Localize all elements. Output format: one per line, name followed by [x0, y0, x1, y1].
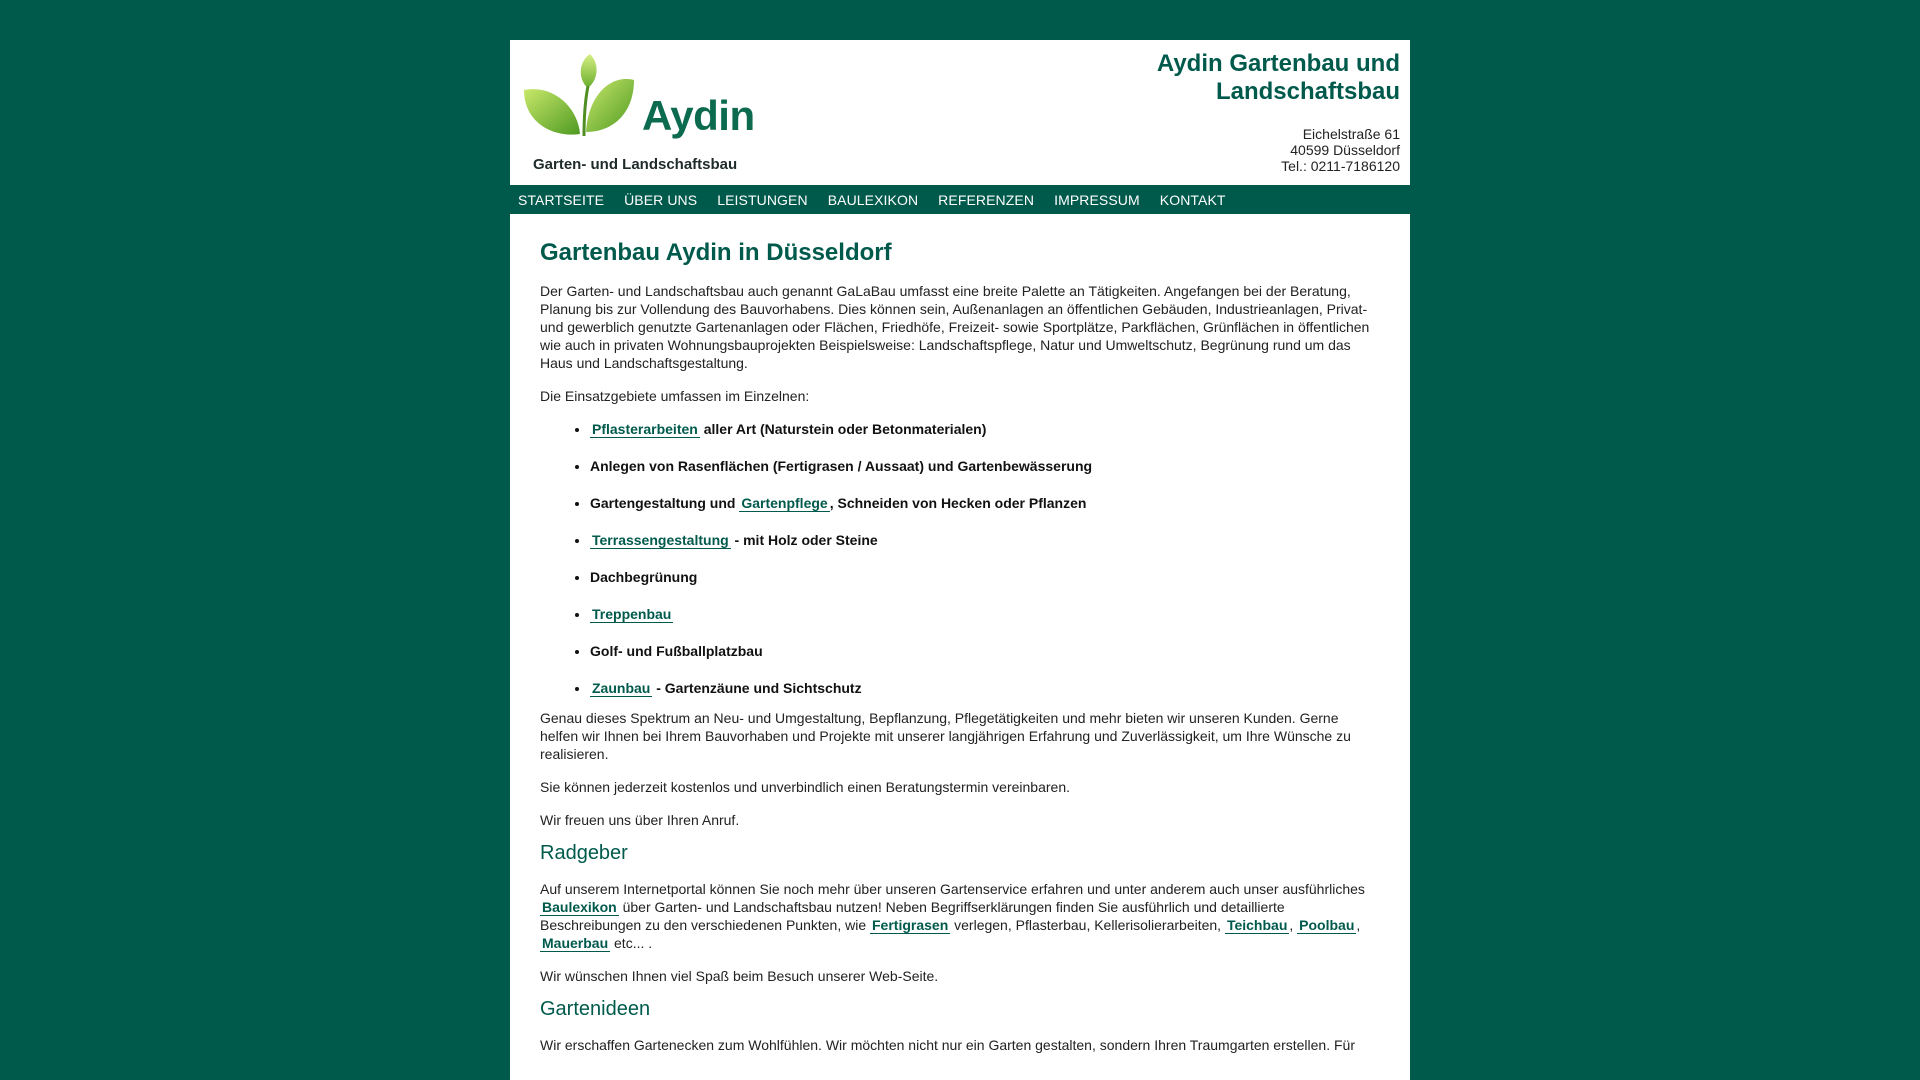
gartenideen-heading: Gartenideen: [540, 998, 651, 1020]
main-content: [510, 214, 1410, 1054]
logo[interactable]: [522, 52, 762, 172]
call-paragraph: Wir freuen uns über Ihren Anruf.: [540, 812, 740, 828]
radgeber-text: über Garten- und Landschaftsbau nutzen! Neben Begriffserklärungen finden Sie ausführlich und detaillierte Beschreibungen zu den verschiedenen Punkten, wie: [540, 899, 1285, 933]
address-city: 40599 Düsseldorf: [1290, 142, 1400, 158]
list-item: [590, 420, 1380, 438]
nav-impressum[interactable]: IMPRESSUM: [1054, 191, 1140, 208]
link-baulexikon[interactable]: Baulexikon: [542, 899, 617, 915]
list-item-text: - mit Holz oder Steine: [730, 532, 878, 548]
intro-paragraph: Der Garten- und Landschaftsbau auch genannt GaLaBau umfasst eine breite Palette an Tätigkeiten. Angefangen bei der Beratung, Planung bis zur Vollendung des Bauvorhabens. Dies können sein, Außenanlagen an öffentlichen Gebäuden, Industrieanlagen, Privat- und gewerblich genutzte Gartenanlagen oder Flächen, Friedhöfe, Freizeit- sowie Sportplätze, Parkflächen, Grünflächen in öffentlichen wie auch in privaten Wohnungsbauprojekten Beispielsweise: Landschaftspflege, Natur und Umweltschutz, Begrünung rund um das Haus und Landschaftsgestaltung.: [540, 283, 1370, 371]
page-title: Gartenbau Aydin in Düsseldorf: [540, 239, 892, 266]
list-item: [590, 605, 1380, 623]
radgeber-paragraph: [540, 880, 1380, 952]
list-item-text: Anlegen von Rasenflächen (Fertigrasen / Aussaat) und Gartenbewässerung: [590, 458, 1093, 474]
list-item-text: Dachbegrünung: [590, 569, 698, 585]
list-item-text: aller Art (Naturstein oder Betonmaterialen): [699, 421, 987, 437]
list-item: [590, 494, 1380, 512]
company-address: [1157, 126, 1400, 174]
main-nav: [510, 185, 1410, 214]
link-poolbau[interactable]: Poolbau: [1299, 917, 1355, 933]
nav-ueber-uns[interactable]: ÜBER UNS: [624, 191, 698, 208]
list-item-text: , Schneiden von Hecken oder Pflanzen: [829, 495, 1087, 511]
link-fertigrasen[interactable]: Fertigrasen: [872, 917, 949, 933]
link-terrassengestaltung[interactable]: Terrassengestaltung: [592, 532, 729, 548]
list-item: [590, 531, 1380, 549]
list-item: [590, 642, 1380, 660]
separator: ,: [1356, 917, 1361, 933]
company-info: [1157, 50, 1400, 174]
radgeber-heading: Radgeber: [540, 842, 628, 864]
wish-paragraph: Wir wünschen Ihnen viel Spaß beim Besuch unserer Web-Seite.: [540, 968, 939, 984]
list-item-text: Golf- und Fußballplatzbau: [590, 643, 763, 659]
link-zaunbau[interactable]: Zaunbau: [592, 680, 651, 696]
radgeber-text: Auf unserem Internetportal können Sie noch mehr über unseren Gartenservice erfahren und unter anderem auch unser ausführliches: [540, 881, 1365, 897]
link-pflasterarbeiten[interactable]: Pflasterarbeiten: [592, 421, 698, 437]
nav-referenzen[interactable]: REFERENZEN: [938, 191, 1035, 208]
nav-startseite[interactable]: STARTSEITE: [518, 191, 605, 208]
list-item: [590, 568, 1380, 586]
link-teichbau[interactable]: Teichbau: [1226, 917, 1288, 933]
link-mauerbau[interactable]: Mauerbau: [542, 935, 609, 951]
logo-subtitle: Garten- und Landschaftsbau: [533, 156, 738, 173]
logo-wordmark: Aydin: [642, 92, 755, 139]
list-item: [590, 457, 1380, 475]
services-list: [540, 420, 1380, 697]
link-gartenpflege[interactable]: Gartenpflege: [741, 495, 828, 511]
nav-leistungen[interactable]: LEISTUNGEN: [717, 191, 808, 208]
gartenideen-paragraph: Wir erschaffen Gartenecken zum Wohlfühlen. Wir möchten nicht nur ein Garten gestalten, sondern Ihren Traumgarten erstellen. Für: [540, 1037, 1355, 1053]
areas-intro: Die Einsatzgebiete umfassen im Einzelnen:: [540, 388, 810, 404]
radgeber-text: etc... .: [610, 935, 653, 951]
appointment-paragraph: Sie können jederzeit kostenlos und unverbindlich einen Beratungstermin vereinbaren.: [540, 779, 1070, 795]
nav-kontakt[interactable]: KONTAKT: [1159, 191, 1226, 208]
company-name-line2: Landschaftsbau: [1215, 78, 1400, 105]
nav-baulexikon[interactable]: BAULEXIKON: [827, 191, 919, 208]
separator: ,: [1289, 917, 1298, 933]
company-name-line1: Aydin Gartenbau und: [1156, 50, 1400, 77]
list-item: [590, 679, 1380, 697]
list-item-text: - Gartenzäune und Sichtschutz: [652, 680, 862, 696]
company-name: [1157, 50, 1400, 106]
list-item-text: Gartengestaltung und: [590, 495, 740, 511]
page-container: [510, 40, 1410, 1080]
address-phone: Tel.: 0211-7186120: [1281, 158, 1400, 174]
spectrum-paragraph: Genau dieses Spektrum an Neu- und Umgestaltung, Bepflanzung, Pflegetätigkeiten und mehr bieten wir unseren Kunden. Gerne helfen wir Ihnen bei Ihrem Bauvorhaben und Projekte mit unserer langjährigen Erfahrung und Zuverlässigkeit, um Ihre Wünsche zu realisieren.: [540, 710, 1351, 762]
radgeber-text: verlegen, Pflasterbau, Kellerisolierarbeiten,: [950, 917, 1225, 933]
leaf-logo-icon: [522, 52, 642, 142]
link-treppenbau[interactable]: Treppenbau: [592, 606, 672, 622]
site-header: [510, 40, 1410, 185]
address-street: Eichelstraße 61: [1302, 126, 1400, 142]
